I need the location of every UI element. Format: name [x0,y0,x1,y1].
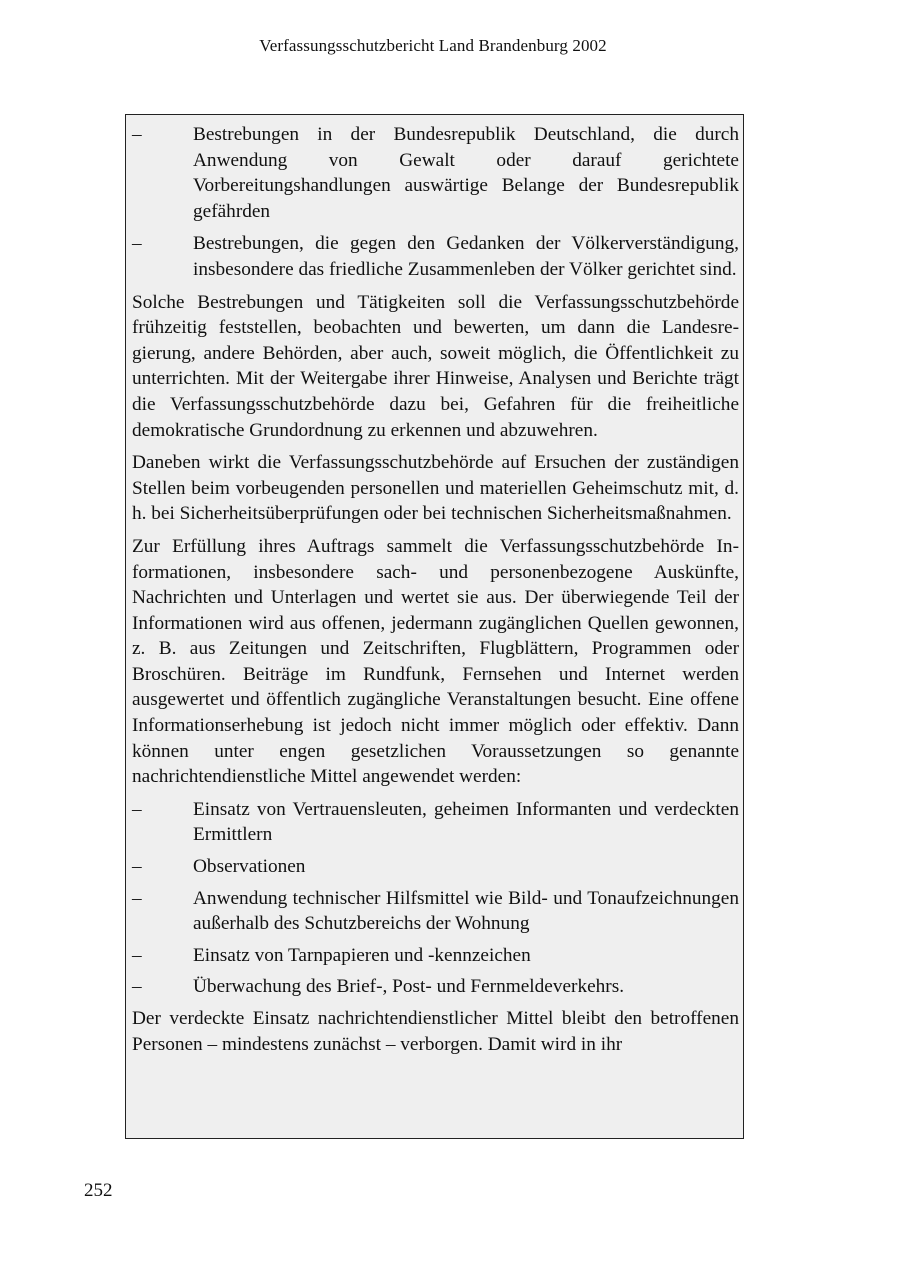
dash-bullet: – [132,798,142,820]
means-list [132,797,739,1000]
list-item-text: Einsatz von Vertrauensleuten, geheimen Informanten und verdeckten Ermittlern [193,798,739,846]
list-item-text: Anwendung technischer Hilfsmittel wie Bild- und Tonaufzeichnungen außerhalb des Schutzbereichs der Wohnung [193,887,739,935]
dash-bullet: – [132,124,142,145]
dash-bullet: – [132,887,142,909]
dash-bullet: – [132,856,142,878]
dash-bullet: – [132,233,142,255]
list-item [132,886,739,937]
list-item-text: Bestrebungen, die gegen den Gedanken der Völkerverständigung, insbesondere das friedliche Zusammenleben der Völker gerichtet sind. [193,233,739,280]
paragraph-information: Zur Erfüllung ihres Auftrags sammelt die Verfassungsschutzbehörde Informationen, insbesondere sach- und personenbezogene Auskünfte, Nachrichten und Unterlagen und wertet sie aus. Der überwiegende Teil der Informationen wird aus offenen, jedermann zugänglichen Quellen gewonnen, z. B. aus Zeitungen und Zeitschriften, Flugblättern, Programmen oder Broschüren. Beiträge im Rundfunk, Fernsehen und Internet werden ausgewertet und öffentlich zugängliche Veranstaltungen besucht. Eine offene Informationserhebung ist jedoch nicht immer möglich oder effektiv. Dann können unter engen gesetzlichen Voraussetzungen so genannte nachrichtendienstliche Mittel angewendet werden: [132,535,739,788]
list-item [132,122,739,224]
list-item-text: Bestrebungen in der Bundesrepublik Deutschland, die durch Anwendung von Gewalt oder darauf gerichtete Vorbereitungshandlungen auswärtige Belange der Bundesrepublik gefährden [193,124,739,222]
list-item [132,797,739,848]
paragraph-secrecy: Daneben wirkt die Verfassungsschutzbehörde auf Ersuchen der zuständigen Stellen beim vorbeugenden personellen und materiellen Geheimschutz mit, d. h. bei Sicherheitsüberprüfungen oder bei technischen Sicherheitsmaßnahmen. [132,452,739,525]
list-item-text: Observationen [193,856,306,878]
dash-bullet: – [132,976,142,998]
list-item [132,943,739,969]
paragraph-tasks: Solche Bestrebungen und Tätigkeiten soll die Verfassungsschutzbehörde frühzeitig feststellen, beobachten und bewerten, um dann die Landesregierung, andere Behörden, aber auch, soweit möglich, die Öffentlichkeit zu unterrichten. Mit der Weitergabe ihrer Hinweise, Analysen und Berichte trägt die Verfassungsschutzbehörde dazu bei, Gefahren für die freiheitliche demokratische Grundordnung zu erkennen und abzuwehren. [132,291,739,441]
list-item-text: Überwachung des Brief-, Post- und Fernmeldeverkehrs. [193,976,625,998]
info-box [125,114,744,1139]
page-number: 252 [84,1180,113,1201]
dash-bullet: – [132,944,142,966]
running-header: Verfassungsschutzbericht Land Brandenburg 2002 [259,36,607,55]
list-item [132,231,739,282]
list-item [132,974,739,1000]
aims-list [132,122,739,283]
paragraph-covert: Der verdeckte Einsatz nachrichtendienstlicher Mittel bleibt den betroffenen Personen – mindestens zunächst – verborgen. Damit wird in ihr [132,1008,739,1055]
list-item [132,854,739,880]
list-item-text: Einsatz von Tarnpapieren und -kennzeichen [193,944,531,966]
